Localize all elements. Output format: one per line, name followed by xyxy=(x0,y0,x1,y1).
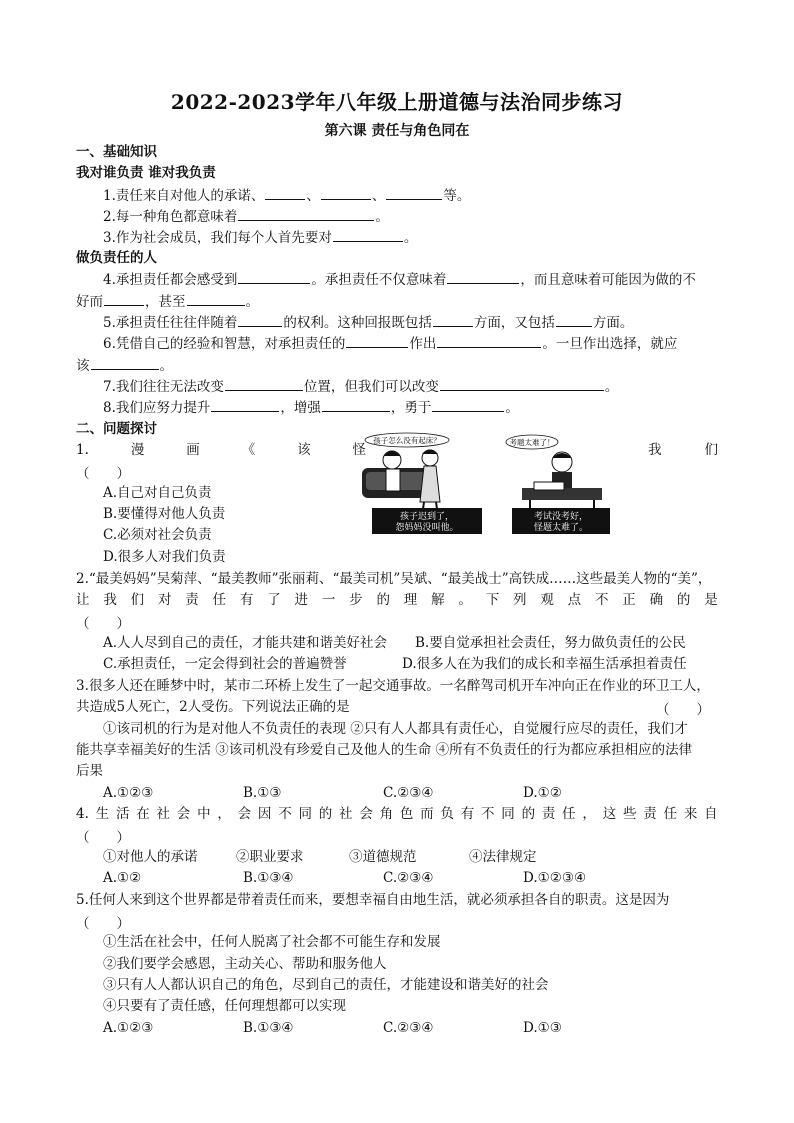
lesson-subtitle: 第六课 责任与角色同在 xyxy=(324,123,470,139)
stem-char: 有 xyxy=(239,592,254,608)
stem-char: 漫 xyxy=(130,442,145,458)
stem-char: 自 xyxy=(704,806,718,822)
q2-end: 。 xyxy=(375,209,389,225)
answer-blank[interactable] xyxy=(225,377,303,391)
q8-end: 。 xyxy=(505,400,519,416)
caption-left-2: 怨妈妈没叫他。 xyxy=(395,523,459,533)
option-d[interactable]: D.很多人在为我们的成长和幸福生活承担着责任 xyxy=(402,656,687,672)
stem-char: 角 xyxy=(379,806,394,822)
stem-char: 因 xyxy=(257,806,272,822)
stem-char: 了 xyxy=(267,592,281,608)
stem-char: 社 xyxy=(339,806,353,822)
stem-char: 会 xyxy=(359,806,373,822)
stem-char: 任 xyxy=(663,806,678,822)
stem-char: 我 xyxy=(103,592,117,608)
mc-question-4-stem xyxy=(76,805,718,823)
stem-char: 下 xyxy=(485,592,500,608)
statement-4: ④法律规定 xyxy=(469,849,537,865)
answer-blank[interactable] xyxy=(238,313,282,327)
mc-question-1-stem xyxy=(76,441,366,459)
option-b[interactable]: B.要自觉承担社会责任，努力做负责任的公民 xyxy=(415,635,686,651)
answer-blank[interactable] xyxy=(322,398,390,412)
q8-text: 8.我们应努力提升 xyxy=(103,400,211,416)
answer-blank[interactable] xyxy=(104,292,144,306)
option-a[interactable]: A.①② xyxy=(103,870,142,886)
option-c[interactable]: C.②③④ xyxy=(383,785,434,801)
q1-text: 1.责任来自对他人的承诺、 xyxy=(103,188,265,204)
cartoon-image xyxy=(362,430,612,535)
question-3 xyxy=(103,228,417,247)
option-a[interactable]: A.①②③ xyxy=(103,1020,154,1036)
answer-blank[interactable] xyxy=(433,313,473,327)
option-c[interactable]: C.必须对社会负责 xyxy=(103,527,212,543)
statement-2: ②职业要求 xyxy=(236,849,304,865)
option-b[interactable]: B.①③④ xyxy=(243,870,294,886)
mc-question-3-line4: 能共享幸福美好的生活 ③该司机没有珍爱自己及他人的生命 ④所有不负责任的行为都应承担相应的法律 xyxy=(76,742,693,758)
q4-text: 4.承担责任都会感受到 xyxy=(103,272,238,288)
statement-4: ④只要有了责任感，任何理想都可以实现 xyxy=(103,998,346,1014)
answer-paren[interactable]: （ ） xyxy=(76,616,130,632)
q5-text: 方面，又包括 xyxy=(473,315,555,331)
question-6 xyxy=(103,334,677,353)
page-title: 2022-2023学年八年级上册道德与法治同步练习 xyxy=(170,90,624,114)
stem-char: ， xyxy=(217,806,231,822)
q3-end: 。 xyxy=(403,230,418,246)
mc-question-2-line1: 2.“最美妈妈”吴菊萍、“最美教师”张丽莉、“最美司机”吴斌、“最美战士”高铁成……这些最美人物的“美”， xyxy=(76,571,712,587)
q1-sep: 、 xyxy=(306,188,320,204)
statement-3: ③道德规范 xyxy=(349,849,417,865)
statement-1: ①对他人的承诺 xyxy=(103,849,198,865)
subheading-responsibility: 我对谁负责 谁对我负责 xyxy=(76,165,216,181)
speech-bubble-right: 考题太难了！ xyxy=(509,438,555,447)
answer-blank[interactable] xyxy=(265,186,305,200)
option-c[interactable]: C.②③④ xyxy=(383,870,434,886)
stem-char: 社 xyxy=(156,806,171,822)
question-1 xyxy=(103,186,470,205)
stem-char: 列 xyxy=(513,592,527,608)
option-a[interactable]: A.人人尽到自己的责任，才能共建和谐美好社会 xyxy=(103,635,388,651)
question-4 xyxy=(103,270,696,289)
option-d[interactable]: D.①③ xyxy=(523,1020,562,1036)
q5-text: 5.承担责任往往伴随着 xyxy=(103,315,238,331)
q4-end: 。 xyxy=(245,294,259,310)
stem-char: 步 xyxy=(349,592,363,608)
q1-end: 等。 xyxy=(443,188,471,204)
stem-char: 有 xyxy=(460,806,475,822)
stem-char: 的 xyxy=(376,592,390,608)
stem-char: 责 xyxy=(643,806,657,822)
answer-blank[interactable] xyxy=(386,186,442,200)
stem-char: 是 xyxy=(704,592,718,608)
stem-char: 画 xyxy=(186,442,200,458)
stem-char: 这 xyxy=(602,806,617,822)
question-8 xyxy=(103,398,519,417)
q2-text: 2.每一种角色都意味着 xyxy=(103,209,238,225)
caption-right-1: 考试没考好， xyxy=(533,512,589,522)
stem-char: 来 xyxy=(683,806,698,822)
mc-question-1-stem-tail xyxy=(648,441,718,459)
question-6-cont xyxy=(76,356,173,375)
stem-char: 会 xyxy=(176,806,191,822)
stem-char: 责 xyxy=(185,592,199,608)
option-c[interactable]: C.承担责任，一定会得到社会的普遍赞誉 xyxy=(103,656,347,672)
q5-end: 方面。 xyxy=(592,315,634,331)
stem-char: 4. xyxy=(76,806,89,822)
answer-blank[interactable] xyxy=(238,270,310,284)
section-heading-discussion: 二、问题探讨 xyxy=(76,421,157,437)
stem-char: 解 xyxy=(431,592,445,608)
cartoon-right-panel xyxy=(506,435,610,534)
q7-text: 7.我们往往无法改变 xyxy=(103,379,224,395)
mc-question-3-line1: 3.很多人还在睡梦中时，某市二环桥上发生了一起交通事故。一名醉驾司机开车冲向正在作业的环卫工人， xyxy=(76,678,710,694)
statement-1: ①生活在社会中，任何人脱离了社会都不可能生存和发展 xyxy=(103,934,441,950)
stem-char: 观 xyxy=(540,592,554,608)
q6-text: 。一旦作出选择，就应 xyxy=(542,336,678,352)
option-b[interactable]: B.①③ xyxy=(243,785,282,801)
statement-3: ③只有人人都认识自己的角色，尽到自己的责任，才能建设和谐美好的社会 xyxy=(103,977,549,993)
answer-blank[interactable] xyxy=(321,186,371,200)
stem-char: 理 xyxy=(403,592,418,608)
statement-2: ②我们要学会感恩，主动关心、帮助和服务他人 xyxy=(103,956,387,972)
speech-bubble-left: 孩子怎么没有起床？ xyxy=(373,436,441,445)
mc-question-3-line5: 后果 xyxy=(76,763,103,779)
q6-text: 6.凭借自己的经验和智慧，对承担责任的 xyxy=(103,336,346,352)
caption-left-1: 孩子迟到了， xyxy=(399,512,455,522)
q8-text: ，增强 xyxy=(280,400,321,416)
stem-char: 些 xyxy=(622,806,637,822)
stem-char: 的 xyxy=(676,592,691,608)
q4-text: ，甚至 xyxy=(145,294,186,310)
option-d[interactable]: D.①② xyxy=(523,785,562,801)
mc-question-3-line3: ①该司机的行为是对他人不负责任的表现 ②只有人人都具有责任心，自觉履行应尽的责任，我们才 xyxy=(103,721,688,737)
stem-char: 任 xyxy=(212,592,227,608)
stem-char: 让 xyxy=(76,592,90,608)
answer-blank[interactable] xyxy=(187,292,245,306)
option-d[interactable]: D.①②③④ xyxy=(523,870,587,886)
mc-question-2-line2 xyxy=(76,591,718,609)
stem-char: 进 xyxy=(294,592,308,608)
stem-char: 的 xyxy=(318,806,333,822)
stem-char: 色 xyxy=(399,806,414,822)
option-c[interactable]: C.②③④ xyxy=(383,1020,434,1036)
answer-blank[interactable] xyxy=(346,334,408,348)
answer-blank[interactable] xyxy=(91,356,159,370)
answer-paren[interactable]: （ ） xyxy=(76,916,130,932)
option-a[interactable]: A.自己对自己负责 xyxy=(103,485,212,501)
q5-text: 的权利。这种回报既包括 xyxy=(283,315,432,331)
stem-char: 不 xyxy=(278,806,292,822)
stem-char: 会 xyxy=(237,806,252,822)
stem-char: ， xyxy=(582,806,596,822)
answer-blank[interactable] xyxy=(432,398,504,412)
stem-char: 该 xyxy=(297,442,311,458)
question-7 xyxy=(103,377,618,396)
answer-blank[interactable] xyxy=(556,313,592,327)
answer-paren[interactable]: （ ） xyxy=(76,830,130,846)
stem-char: 点 xyxy=(567,592,582,608)
q7-text: 位置，但我们可以改变 xyxy=(303,379,439,395)
q4-text: 。承担责任不仅意味着 xyxy=(311,272,447,288)
stem-char: 们 xyxy=(704,442,718,458)
cartoon-left-panel xyxy=(362,433,482,534)
stem-char: 1. xyxy=(76,442,89,458)
stem-char: 责 xyxy=(541,806,556,822)
stem-char: 怪 xyxy=(352,442,366,458)
q8-text: ，勇于 xyxy=(390,400,432,416)
section-heading-basics: 一、基础知识 xyxy=(76,144,157,160)
stem-char: 中 xyxy=(197,806,211,822)
question-2 xyxy=(103,207,389,226)
stem-char: 的 xyxy=(521,806,536,822)
caption-right-2: 怪题太难了。 xyxy=(533,523,589,533)
q3-text: 3.作为社会成员，我们每个人首先要对 xyxy=(103,230,332,246)
stem-char: 负 xyxy=(440,806,454,822)
stem-char: 不 xyxy=(594,592,609,608)
mc-question-3-line2: 共造成5人死亡，2人受伤。下列说法正确的是 xyxy=(76,699,350,715)
answer-paren[interactable]: （ ） xyxy=(76,466,130,482)
stem-char: 一 xyxy=(321,592,336,608)
stem-char: 活 xyxy=(115,806,130,822)
q6-text: 作出 xyxy=(409,336,437,352)
option-b[interactable]: B.要懂得对他人负责 xyxy=(103,506,226,522)
stem-char: 对 xyxy=(157,592,172,608)
stem-char: 同 xyxy=(501,806,515,822)
q1-sep: 、 xyxy=(371,188,386,204)
question-5 xyxy=(103,313,633,332)
q7-end: 。 xyxy=(604,379,619,395)
answer-blank[interactable] xyxy=(211,398,279,412)
q4-text: ，而且意味着可能因为做的不 xyxy=(520,272,696,288)
stem-char: 正 xyxy=(622,592,636,608)
q6-text: 该 xyxy=(76,358,90,374)
option-d[interactable]: D.很多人对我们负责 xyxy=(103,549,226,565)
stem-char: 。 xyxy=(458,592,472,608)
question-4-cont xyxy=(76,292,259,311)
stem-char: 同 xyxy=(298,806,312,822)
stem-char: 而 xyxy=(420,806,434,822)
answer-blank[interactable] xyxy=(440,377,604,391)
stem-char: 任 xyxy=(562,806,576,822)
q4-text: 好而 xyxy=(76,294,103,310)
stem-char: 《 xyxy=(241,442,256,458)
stem-char: 确 xyxy=(649,592,664,608)
stem-char: 们 xyxy=(130,592,145,608)
stem-char: 不 xyxy=(481,806,495,822)
answer-blank[interactable] xyxy=(437,334,541,348)
answer-paren[interactable]: （ ） xyxy=(656,702,710,718)
answer-blank[interactable] xyxy=(333,228,403,242)
stem-char: 生 xyxy=(95,806,110,822)
subheading-responsible-person: 做负责任的人 xyxy=(76,250,157,266)
mc-question-5-line1: 5.任何人来到这个世界都是带着责任而来，要想幸福自由地生活，就必须承担各自的职责。这是因为 xyxy=(76,892,670,908)
stem-char: 在 xyxy=(136,806,150,822)
option-a[interactable]: A.①②③ xyxy=(103,785,154,801)
option-b[interactable]: B.①③④ xyxy=(243,1020,294,1036)
answer-blank[interactable] xyxy=(238,207,374,221)
stem-char: 我 xyxy=(648,442,662,458)
answer-blank[interactable] xyxy=(447,270,519,284)
q6-end: 。 xyxy=(159,358,173,374)
